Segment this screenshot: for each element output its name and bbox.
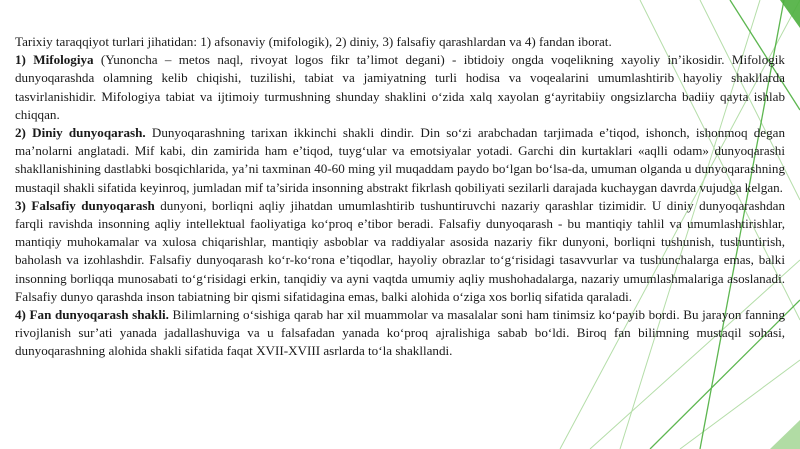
section-text: Dunyoqarashning tarixan ikkinchi shakli dindir. Din so‘zi arabchadan tarjimada e’tiqod, ishonch, ishonmoq degan ma’nolarni anglatadi. Mif kabi, din zamirida ham e’tiqod, tuyg‘ular va emotsiyalar yotadi. Garchi din kurtaklari «aqlli odam» dunyoqarashi shakllanishining dastlabki bosqichlarida, ya’ni taxminan 40-60 ming yil muqaddam paydo bo‘lgan bo‘lsa-da, umuman olganda u dunyoqarashning mustaqil shakli sifatida keyinroq, jumladan mif ta’sirida insonning abstrakt fikrlash qobiliyati sezilarli darajada kuchaygan davrda vujudga kelgan. xyxy=(15,125,785,195)
section-heading: 1) Mifologiya xyxy=(15,52,94,68)
section-heading: 2) Diniy dunyoqarash. xyxy=(15,125,146,141)
section-mythology xyxy=(15,51,785,124)
section-religious-worldview xyxy=(15,124,785,197)
section-text: (Yunoncha – metos naql, rivoyat logos fikr ta’limot degani) - ibtidoiy ongda voqelikning xayoliy in’ikosidir. Mifologik dunyoqarashda olamning kelib chiqishi, tuzilishi, tabiat va jamiyatning turli hodisa va voqealarini umumlashtirib hayoliy shakllarda tasvirlanishidir. Mifologiya tabiat va ijtimoiy turmushning shunday shaklini o‘zida xalq xayolan g‘ayritabiiy ongsizlarcha badiiy qayta ishlab chiqqan. xyxy=(15,52,785,122)
corner-triangle-decoration xyxy=(780,0,800,28)
section-philosophical-worldview xyxy=(15,197,785,306)
section-science-worldview xyxy=(15,306,785,361)
section-heading: 4) Fan dunyoqarash shakli. xyxy=(15,307,169,323)
section-text: dunyoni, borliqni aqliy jihatdan umumlashtirib tushuntiruvchi nazariy qarashlar tizimidir. U diniy dunyoqarashdan farqli ravishda insonning aqliy intellektual faoliyatiga ko‘proq e’tibor beradi. Falsafiy dunyoqarash - bu mantiqiy tahlil va umumlashtirishlar, mantiqiy muhokamalar va xulosa chiqarishlar, mantiqiy asboblar va raddiyalar asosida nazariy fikr dunyoni, borliqni tushunish, tushuntirish, baholash va izohlashdir. Falsafiy dunyoqarash ko‘r-ko‘rona e’tiqodlar, hayoliy obrazlar to‘g‘risidagi tasavvurlar va tushunchalarga emas, balki insonning borliqqa munosabati to‘g‘risidagi erkin, tanqidiy va ayni vaqtda umumiy aqliy mushohadalarga, nazariy umumlashmalariga asoslanadi. Falsafiy dunyo qarashda inson tabiatning bir qismi sifatidagina emas, balki alohida o‘ziga xos borliq sifatida qaraladi. xyxy=(15,197,785,304)
section-heading: 3) Falsafiy dunyoqarash xyxy=(15,197,155,213)
section-text: Bilimlarning o‘sishiga qarab har xil muammolar va masalalar soni ham tinimsiz ko‘payib bordi. Bu jarayon fanning rivojlanish sur’ati yanada jadallashuviga va u falsafadan yanada ko‘proq ajralishiga sabab bo‘ldi. Biroq fan bilimning mustaqil sohasi, dunyoqarashning alohida shakli sifatida faqat XVII-XVIII asrlarda to‘la shakllandi. xyxy=(15,307,785,359)
intro-paragraph: Tarixiy taraqqiyot turlari jihatidan: 1) afsonaviy (mifologik), 2) diniy, 3) falsafiy qarashlardan va 4) fandan iborat. xyxy=(15,34,612,49)
document-body xyxy=(15,33,785,361)
